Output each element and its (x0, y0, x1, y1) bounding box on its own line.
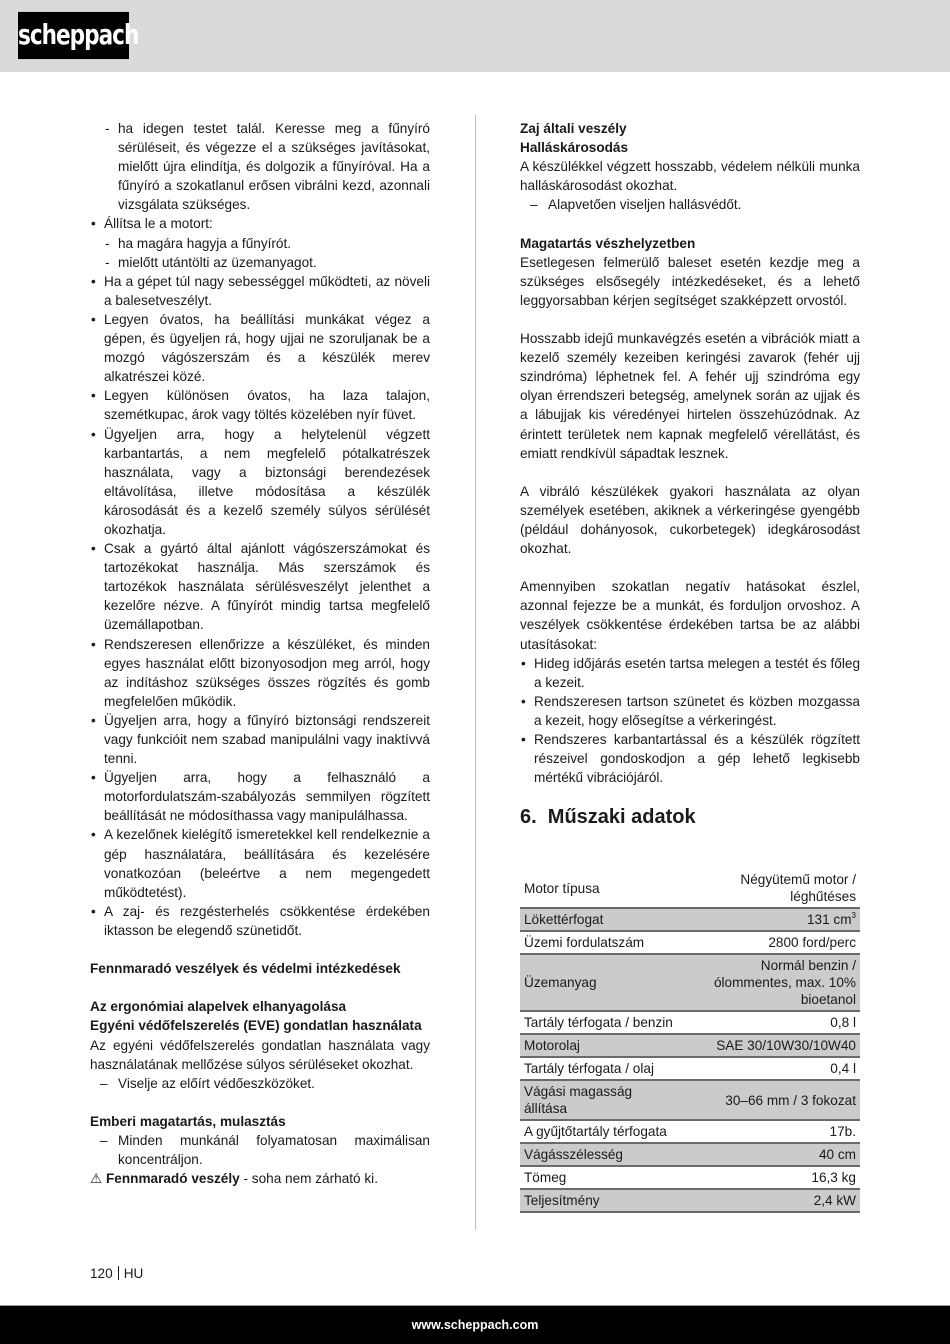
spec-value (684, 869, 860, 908)
adverse-effects-paragraph: Amennyiben szokatlan negatív hatásokat észlel, azonnal fejezze be a munkát, és forduljon orvoshoz. A veszélyek csökkentése érdekében tartsa be az alábbi utasításokat: (520, 579, 860, 652)
warning-triangle-icon: ⚠ (90, 1171, 106, 1187)
list-item-text: Legyen óvatos, ha beállítási munkákat végez a gépen, és ügyeljen rá, hogy ujjai ne szoruljanak be a mozgó vágószerszám és a készülék merev alkatrészei közé. (104, 311, 430, 385)
list-item-text: Hideg időjárás esetén tartsa melegen a testét és főleg a kezeit. (534, 655, 860, 690)
spec-value-text: Normál benzin / ólommentes, max. 10% bioetanol (713, 958, 856, 1007)
table-row (520, 1143, 860, 1166)
list-item-text: Minden munkánál folyamatosan maximálisan koncentráljon. (118, 1132, 430, 1168)
spec-label: Teljesítmény (520, 1189, 684, 1212)
hearing-heading: Halláskárosodás (520, 140, 629, 156)
page-number (90, 1264, 143, 1283)
list-item: • Rendszeresen ellenőrizze a készüléket, és minden egyes használat előtt bizonyosodjon meg arról, hogy az indításhoz szükséges összes rögzítés és gomb megfelelően működik. (91, 636, 430, 709)
list-item: – Viselje az előírt védőeszközöket. (100, 1075, 315, 1091)
list-item: • Csak a gyártó által ajánlott vágószerszámokat és tartozékokat használja. Más szerszámok és tartozékok használata sérülésveszélyt jelenthet a kezelőre nézve. A fűnyírót mindig tartsa megfelelő üzemállapotban. (91, 541, 430, 633)
list-item: • A zaj- és rezgésterhelés csökkentése érdekében iktasson be elegendő szünetidőt. (91, 903, 430, 938)
table-row (520, 954, 860, 1011)
list-item: – Minden munkánál folyamatosan maximálisan koncentráljon. (100, 1132, 430, 1168)
list-item-text: Ügyeljen arra, hogy a helytelenül végzett karbantartás, a nem megfelelő pótalkatrészek használata, vagy a biztonsági berendezések eltávolítása, illetve módosítása a készülék károsodását és a kezelő személy súlyos sérülését okozhatja. (104, 426, 430, 537)
superscript: 3 (851, 911, 856, 920)
table-row (520, 1057, 860, 1080)
spec-label: Üzemanyag (520, 954, 684, 1011)
table-row (520, 1120, 860, 1143)
list-item-text: A zaj- és rezgésterhelés csökkentése érdekében iktasson be elegendő szünetidőt. (104, 903, 430, 938)
hearing-paragraph: A készülékkel végzett hosszabb, védelem nélküli munka halláskárosodást okozhat. (520, 159, 860, 194)
page-footer (0, 1305, 950, 1344)
separator (118, 1266, 119, 1280)
spec-value: SAE 30/10W30/10W40 (684, 1034, 860, 1057)
spec-value: 0,8 l (684, 1011, 860, 1034)
list-item: – Alapvetően viseljen hallásvédőt. (530, 197, 742, 213)
ppe-paragraph: Az egyéni védőfelszerelés gondatlan használata vagy használatának mellőzése súlyos sérüléseket okozhat. (90, 1037, 430, 1072)
spec-value: 17b. (684, 1120, 860, 1143)
list-item: • Ügyeljen arra, hogy a fűnyíró biztonsági rendszereit vagy funkcióit nem szabad manipulálni vagy inaktívvá tenni. (91, 712, 430, 767)
spec-label: Vágásszélesség (520, 1143, 684, 1166)
warning-text: - soha nem zárható ki. (239, 1171, 378, 1187)
spec-value-text: Négyütemű motor / léghűtéses (740, 872, 856, 904)
spec-label (520, 1080, 684, 1120)
table-row (520, 931, 860, 954)
spec-value: 0,4 l (684, 1057, 860, 1080)
residual-risks-heading: Fennmaradó veszélyek és védelmi intézkedések (90, 961, 401, 977)
spec-value: 30–66 mm / 3 fokozat (684, 1080, 860, 1120)
list-item: • Rendszeresen tartson szünetet és közben mozgassa a kezeit, hogy elősegítse a vérkeringést. (521, 693, 860, 728)
spec-value: 2,4 kW (684, 1189, 860, 1212)
list-item: - ha idegen testet talál. Keresse meg a fűnyíró sérüléseit, és végezze el a szükséges javításokat, mielőtt újra elindítja, és dolgozik a fűnyíróval. Ha a fűnyíró a szokatlanul erősen vibrálni kezd, azonnali vizsgálata szükséges. (105, 121, 430, 213)
list-item: • Ügyeljen arra, hogy a felhasználó a motorfordulatszám-szabályozás semmilyen rögzített beállítását ne módosíthassa vagy manipulálhassa. (91, 770, 430, 824)
list-item-text: Viselje az előírt védőeszközöket. (118, 1075, 315, 1091)
page-header (0, 0, 950, 72)
ppe-heading: Egyéni védőfelszerelés (EVE) gondatlan használata (90, 1018, 422, 1034)
list-subitem: - ha magára hagyja a fűnyírót. (105, 235, 292, 251)
list-item: • Hideg időjárás esetén tartsa melegen a testét és főleg a kezeit. (521, 655, 860, 690)
spec-label: Tartály térfogata / benzin (520, 1011, 684, 1034)
list-item-text: Csak a gyártó által ajánlott vágószerszámokat és tartozékokat használja. Más szerszámok és tartozékok használata sérülésveszélyt jelenthet a kezelőre nézve. A fűnyírót mindig tartsa megfelelő üzemállapotban. (104, 541, 430, 633)
list-item: • Legyen óvatos, ha beállítási munkákat végez a gépen, és ügyeljen rá, hogy ujjai ne szoruljanak be a mozgó vágószerszám és a készülék merev alkatrészei közé. (91, 311, 430, 385)
website-link[interactable]: www.scheppach.com (411, 1318, 539, 1332)
scheppach-logo: scheppach (18, 12, 129, 59)
table-row (520, 1034, 860, 1057)
vibration-paragraph: Hosszabb idejű munkavégzés esetén a vibrációk miatt a kezelő személy kezeiben keringési zavarok (fehér ujj szindróma) léphetnek fel. A fehér ujj szindróma egy olyan érrendszeri betegség, amelynek során az ujjak és a lábujjak kis véredényei hirtelen összehúzódnak. Az érintett területek nem kapnak megfelelő vérellátást, és emiatt rendkívül sápadtak lesznek. (520, 331, 860, 461)
list-item-text: Ügyeljen arra, hogy a fűnyíró biztonsági rendszereit vagy funkcióit nem szabad manipulálni vagy inaktívvá tenni. (104, 712, 430, 767)
table-row (520, 1011, 860, 1034)
spec-label: Motorolaj (520, 1034, 684, 1057)
list-item: • Ügyeljen arra, hogy a helytelenül végzett karbantartás, a nem megfelelő pótalkatrészek használata, vagy a biztonsági berendezések eltávolítása, illetve módosítása a készülék károsodását és a kezelő személy súlyos sérülését okozhatja. (91, 426, 430, 537)
spec-value-text: 131 cm (806, 912, 852, 927)
list-item-text: ha magára hagyja a fűnyírót. (118, 235, 292, 251)
spec-value (684, 908, 860, 931)
spec-value: 2800 ford/perc (684, 931, 860, 954)
page-number-value: 120 (90, 1266, 113, 1281)
list-item-text: A kezelőnek kielégítő ismeretekkel kell rendelkeznie a gép használatára, beállítására és kezelésére vonatkozóan (beleértve a nem megengedett működtetést). (104, 827, 430, 900)
list-item-text: Alapvetően viseljen hallásvédőt. (548, 197, 742, 213)
list-item-text: Állítsa le a motort: (104, 216, 213, 232)
right-column (520, 119, 860, 829)
list-item-text: Ha a gépet túl nagy sebességgel működteti, az növeli a balesetveszélyt. (104, 273, 430, 308)
column-divider (475, 115, 476, 1230)
noise-heading: Zaj általi veszély (520, 121, 627, 136)
list-item: • Rendszeres karbantartással és a készülék rögzített részeivel gondoskodjon a gép lehető legkisebb mértékű vibrációjáról. (521, 732, 860, 786)
list-item: • A kezelőnek kielégítő ismeretekkel kell rendelkeznie a gép használatára, beállítására és kezelésére vonatkozóan (beleértve a nem megengedett működtetést). (91, 827, 430, 900)
section-title: 6. Műszaki adatok (520, 806, 696, 829)
vibration-paragraph-2: A vibráló készülékek gyakori használata az olyan személyek esetében, akiknek a vérkeringése gyengébb (például dohányosok, cukorbetegek) idegkárosodást okozhat. (520, 483, 860, 557)
list-item-text: ha idegen testet talál. Keresse meg a fűnyíró sérüléseit, és végezze el a szükséges javításokat, mielőtt újra elindítja, és dolgozik a fűnyíróval. Ha a fűnyíró a szokatlanul erősen vibrálni kezd, azonnali vizsgálata szükséges. (118, 121, 430, 213)
table-row (520, 869, 860, 908)
table-row (520, 1080, 860, 1120)
list-subitem: - mielőtt utántölti az üzemanyagot. (105, 254, 317, 270)
left-column (90, 119, 430, 1188)
emergency-paragraph: Esetlegesen felmerülő baleset esetén kezdje meg a szükséges elsősegély intézkedéseket, és a lehető leggyorsabban kérjen segítséget szakképzett orvostól. (520, 254, 860, 308)
spec-value (684, 954, 860, 1011)
list-item-text: Rendszeresen ellenőrizze a készüléket, és minden egyes használat előtt bizonyosodjon meg arról, hogy az indításhoz szükséges összes rögzítés és gomb megfelelően működik. (104, 636, 430, 709)
list-item: • Ha a gépet túl nagy sebességgel működteti, az növeli a balesetveszélyt. (91, 273, 430, 308)
list-item-text: Rendszeresen tartson szünetet és közben mozgassa a kezeit, hogy elősegítse a vérkeringést. (534, 693, 860, 728)
spec-label: Tömeg (520, 1166, 684, 1189)
list-item: • Állítsa le a motort: (91, 216, 213, 232)
spec-label: Motor típusa (520, 869, 684, 908)
emergency-heading: Magatartás vészhelyzetben (520, 235, 696, 251)
warning-label: Fennmaradó veszély (105, 1171, 240, 1187)
table-row (520, 1166, 860, 1189)
spec-label: Lökettérfogat (520, 908, 684, 931)
spec-label: Tartály térfogata / olaj (520, 1057, 684, 1080)
list-item-text: Ügyeljen arra, hogy a felhasználó a motorfordulatszám-szabályozás semmilyen rögzített beállítását ne módosíthassa vagy manipulálhassa. (104, 770, 430, 824)
human-behavior-heading: Emberi magatartás, mulasztás (90, 1113, 286, 1129)
spec-label: A gyűjtőtartály térfogata (520, 1120, 684, 1143)
table-row (520, 908, 860, 931)
spec-label: Üzemi fordulatszám (520, 931, 684, 954)
spec-label-text: Vágási magasság állítása (524, 1084, 633, 1116)
spec-value: 40 cm (684, 1143, 860, 1166)
list-item-text: mielőtt utántölti az üzemanyagot. (118, 254, 317, 270)
list-item: • Legyen különösen óvatos, ha laza talajon, szemétkupac, árok vagy töltés közelében nyír füvet. (91, 388, 430, 423)
spec-value: 16,3 kg (684, 1166, 860, 1189)
technical-data-table (520, 869, 860, 1213)
table-row (520, 1189, 860, 1212)
ergonomics-heading: Az ergonómiai alapelvek elhanyagolása (90, 999, 347, 1015)
residual-warning (90, 1169, 430, 1188)
language-code: HU (123, 1266, 144, 1281)
list-item-text: Legyen különösen óvatos, ha laza talajon, szemétkupac, árok vagy töltés közelében nyír füvet. (104, 388, 430, 423)
list-item-text: Rendszeres karbantartással és a készülék rögzített részeivel gondoskodjon a gép lehető legkisebb mértékű vibrációjáról. (534, 732, 860, 786)
